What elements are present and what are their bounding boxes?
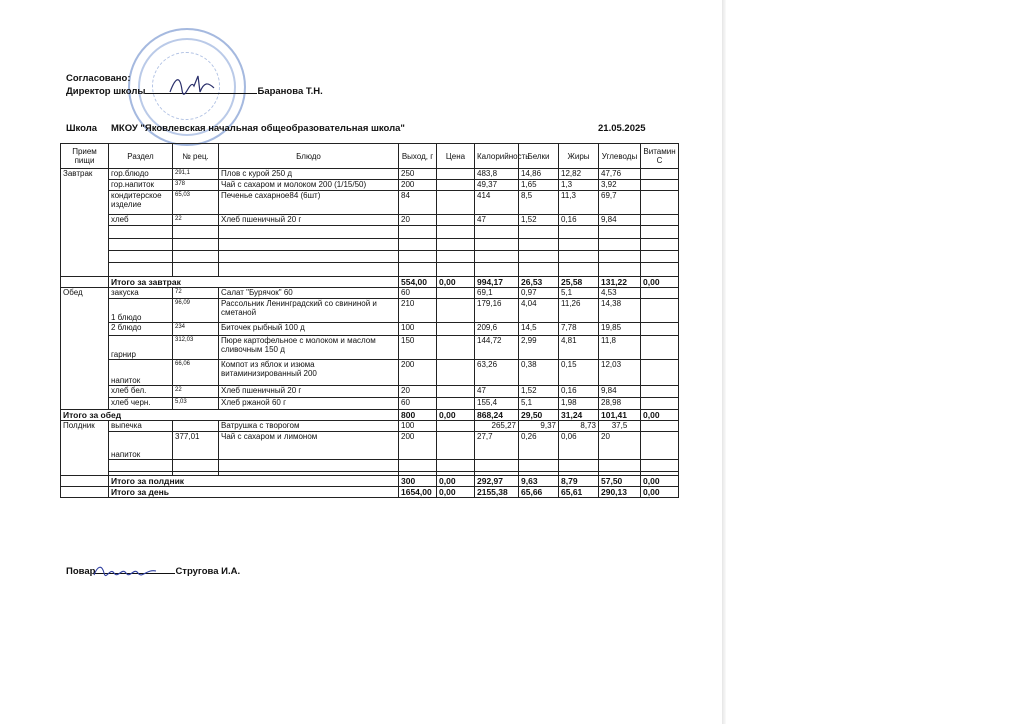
director-signature (168, 72, 216, 98)
director-label: Директор школы (66, 86, 146, 97)
meal-breakfast: Завтрак (61, 169, 109, 277)
meal-lunch: Обед (61, 288, 109, 410)
col-recipe: № рец. (173, 144, 219, 169)
col-section: Раздел (109, 144, 173, 169)
table-row: кондитерское изделие 65,03 Печенье сахарное84 (6шт) 84 414 8,5 11,3 69,7 (61, 191, 679, 215)
school-label: Школа (66, 123, 98, 134)
empty-row (61, 263, 679, 277)
table-row: хлеб бел. 22 Хлеб пшеничный 20 г 20 47 1,52 0,16 9,84 (61, 386, 679, 398)
header-row (61, 144, 679, 169)
empty-row (61, 460, 679, 472)
col-yield: Выход, г (399, 144, 437, 169)
day-total-row: Итого за день 1654,00 0,00 2155,38 65,66 65,61 290,13 0,00 (61, 487, 679, 498)
col-calories: Калорийность (475, 144, 519, 169)
table-row: хлеб черн. 5,03 Хлеб ржаной 60 г 60 155,4 5,1 1,98 28,98 (61, 398, 679, 410)
cook-label: Повар (66, 566, 96, 577)
table-row: напиток 66,06 Компот из яблок и изюма витаминизированный 200 200 63,26 0,38 0,15 12,03 (61, 360, 679, 386)
col-dish: Блюдо (219, 144, 399, 169)
cook-name: Стругова И.А. (175, 566, 241, 577)
empty-row (61, 226, 679, 239)
empty-row (61, 239, 679, 251)
col-carbs: Углеводы (599, 144, 641, 169)
school-name: МКОУ "Яковлевская начальная общеобразовательная школа" (111, 123, 405, 134)
page-edge (722, 0, 726, 724)
table-row: гарнир 312,03 Пюре картофельное с молоком и маслом сливочным 150 д 150 144,72 2,99 4,81 11,8 (61, 336, 679, 360)
cook-signature (92, 563, 158, 579)
lunch-total-row: Итого за обед 800 0,00 868,24 29,50 31,24 101,41 0,00 (61, 410, 679, 421)
table-row: Полдник выпечка Ватрушка с творогом 100 265,27 9,37 8,73 37,5 (61, 421, 679, 432)
table-row: 1 блюдо 96,09 Рассольник Ленинградский со свининой и сметаной 210 179,16 4,04 11,26 14,38 (61, 299, 679, 323)
menu-table (60, 143, 679, 498)
director-name: Баранова Т.Н. (257, 86, 323, 97)
col-vitamin-c: Витамин С (641, 144, 679, 169)
snack-total-row: Итого за полдник 300 0,00 292,97 9,63 8,79 57,50 0,00 (61, 476, 679, 487)
col-price: Цена (437, 144, 475, 169)
table-row: напиток 377,01 Чай с сахаром и лимоном 200 27,7 0,26 0,06 20 (61, 432, 679, 460)
breakfast-total-row: Итого за завтрак 554,00 0,00 994,17 26,53 25,58 131,22 0,00 (61, 277, 679, 288)
table-row: гор.напиток 378 Чай с сахаром и молоком 200 (1/15/50) 200 49,37 1,65 1,3 3,92 (61, 180, 679, 191)
meal-snack: Полдник (61, 421, 109, 476)
col-protein: Белки (519, 144, 559, 169)
col-meal: Прием пищи (61, 144, 109, 169)
table-row: хлеб 22 Хлеб пшеничный 20 г 20 47 1,52 0,16 9,84 (61, 215, 679, 226)
table-row: 2 блюдо 234 Биточек рыбный 100 д 100 209,6 14,5 7,78 19,85 (61, 323, 679, 336)
empty-row (61, 251, 679, 263)
table-row: Завтрак гор.блюдо 291,1 Плов с курой 250 д 250 483,8 14,86 12,82 47,76 (61, 169, 679, 180)
table-row: Обед закуска 72 Салат "Бурячок" 60 60 69,1 0,97 5,1 4,53 (61, 288, 679, 299)
menu-date: 21.05.2025 (598, 123, 646, 134)
approved-label: Согласовано: (66, 73, 131, 84)
col-fat: Жиры (559, 144, 599, 169)
